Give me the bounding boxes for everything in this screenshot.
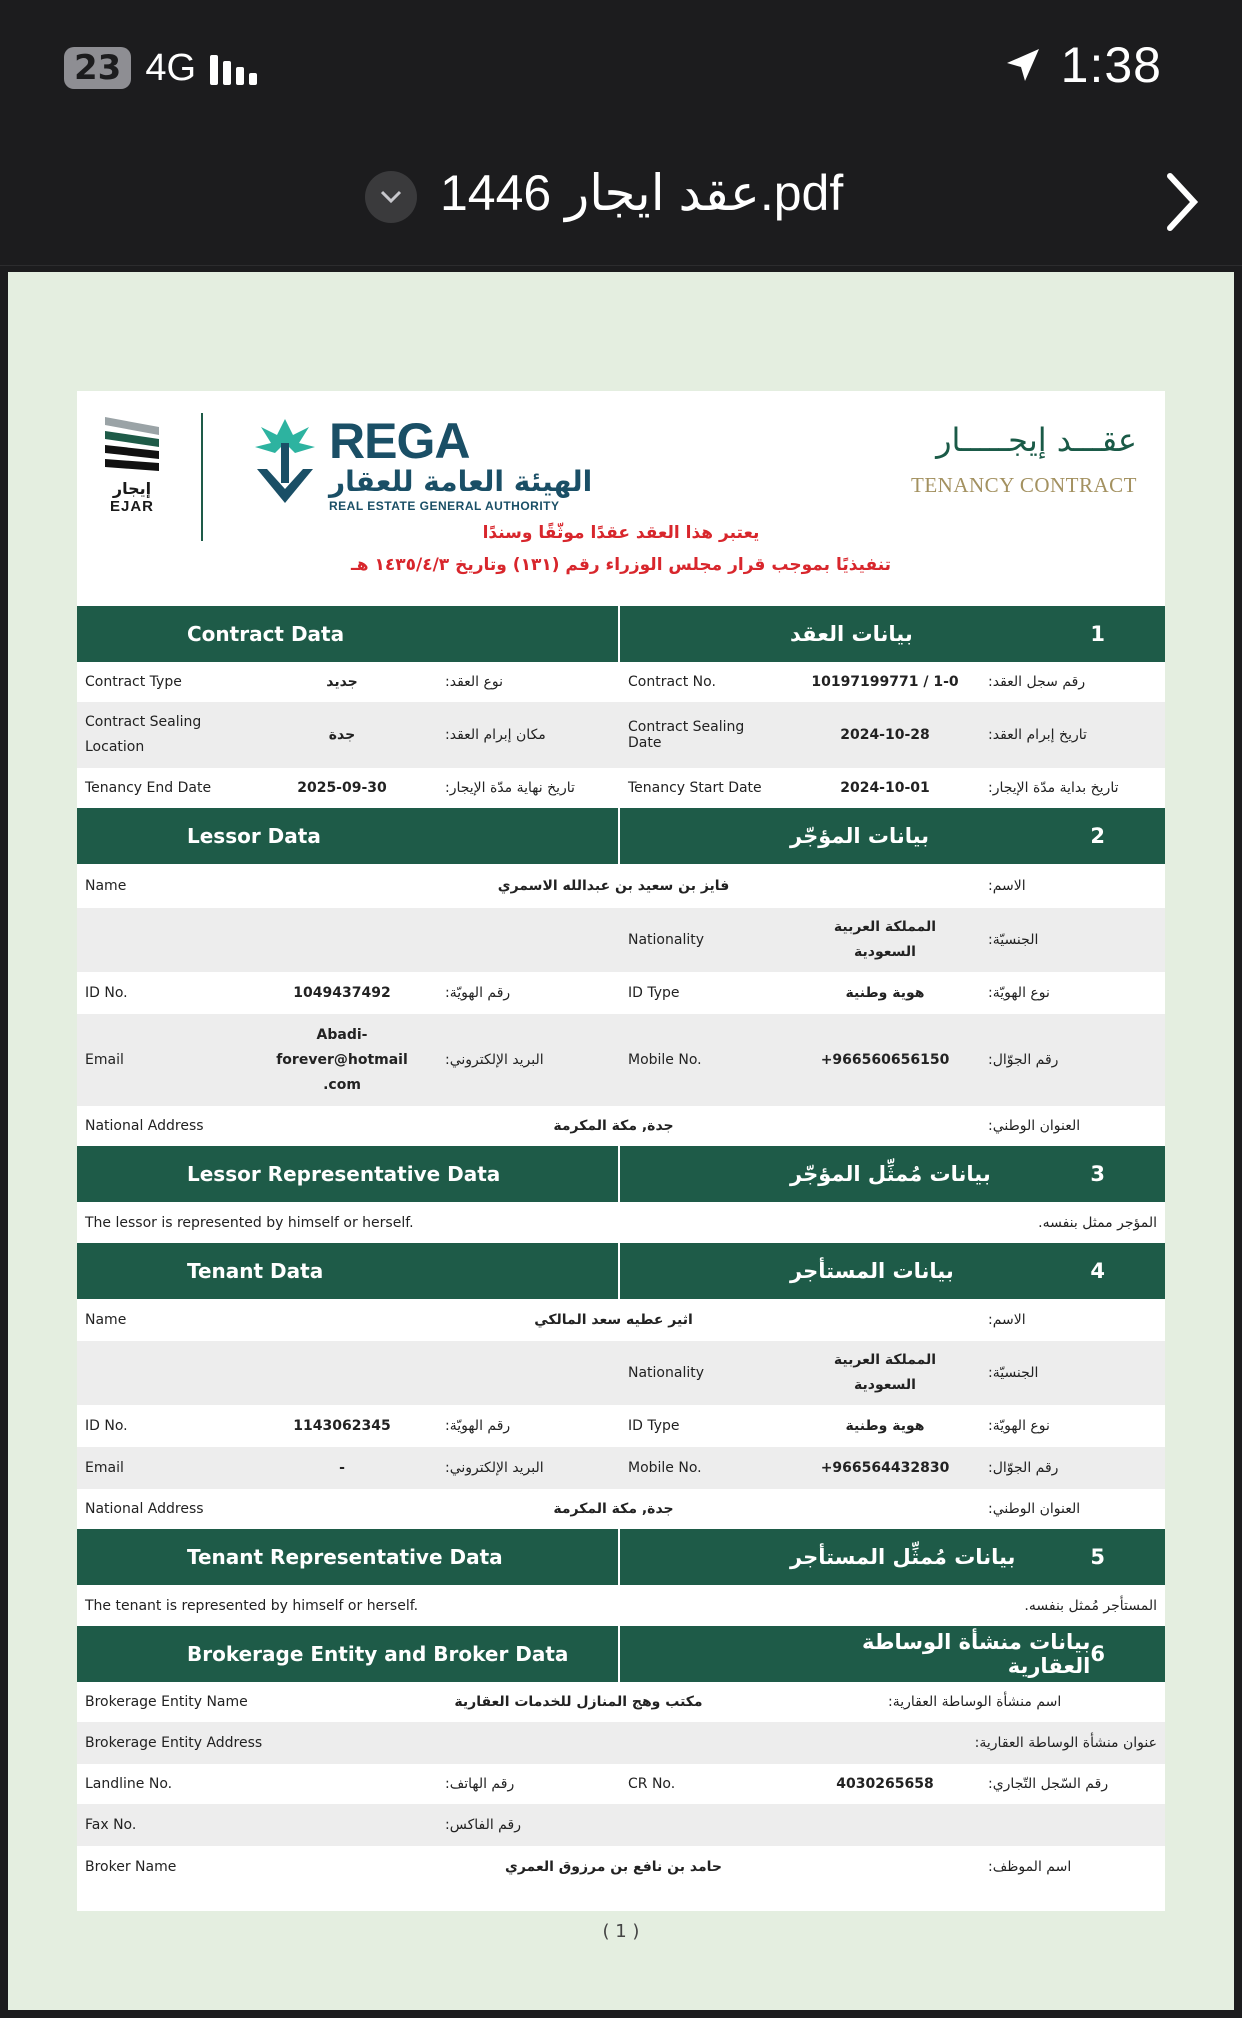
clock: 1:38 (1060, 37, 1162, 93)
field-value (247, 1023, 437, 1098)
field-label-ar: رقم الهويّة: (445, 1418, 511, 1434)
field-label-en: Name (85, 1312, 127, 1328)
section-title-en: Tenant Data (77, 1243, 620, 1299)
field-label-ar: الجنسيّة: (988, 932, 1039, 948)
field-label-en: ID Type (628, 1418, 680, 1434)
field-value: جدة, مكة المكرمة (553, 1118, 674, 1134)
section-header-lessor (77, 808, 1165, 864)
field-label-en: Fax No. (85, 1817, 137, 1833)
field-value-line: المملكة العربية (833, 1352, 937, 1368)
field-label-en: CR No. (628, 1776, 676, 1792)
section-number: 6 (1090, 1642, 1105, 1666)
field-label-ar: رقم السّجل التّجاري: (988, 1776, 1109, 1792)
section-title-ar: بيانات مُمثِّل المؤجّر (790, 1162, 991, 1186)
field-label-ar: المؤجر ممثل بنفسه. (1038, 1214, 1157, 1231)
field-label-en: The tenant is represented by himself or herself. (85, 1597, 419, 1614)
field-value (790, 915, 980, 965)
field-label-ar: تاريخ إبرام العقد: (988, 727, 1087, 743)
document-title: عقد ايجار 1446.pdf (440, 165, 844, 221)
field-label-en: Nationality (628, 932, 705, 948)
field-label-ar: تاريخ بداية مدّة الإيجار: (988, 780, 1119, 796)
field-label-ar: البريد الإلكتروني: (445, 1052, 544, 1068)
table-row (77, 972, 1165, 1014)
section-header-tenant (77, 1243, 1165, 1299)
field-value: +966564432830 (820, 1460, 950, 1476)
field-value (790, 1348, 980, 1398)
legal-note-line2: تنفيذيًا بموجب قرار مجلس الوزراء رقم (١٣١) وتاريخ ١٤٣٥/٤/٣ هـ (350, 555, 892, 575)
table-row (77, 1202, 1165, 1243)
field-value: حامد بن نافع بن مرزوق العمري (505, 1859, 722, 1875)
field-label-en: Contract Sealing Date (628, 719, 745, 751)
legal-note-line1: يعتبر هذا العقد عقدًا موثّقًا وسندًا (482, 523, 760, 543)
location-arrow-icon (1003, 45, 1043, 85)
field-label-ar: نوع العقد: (445, 674, 503, 690)
field-label-en: Brokerage Entity Name (85, 1694, 248, 1710)
rega-logo-sub: REAL ESTATE GENERAL AUTHORITY (329, 499, 560, 513)
field-value: هوية وطنية (845, 1418, 925, 1434)
section-title-en: Lessor Representative Data (77, 1146, 620, 1202)
field-label-ar: رقم الهاتف: (445, 1776, 515, 1792)
field-label-en: Email (85, 1052, 124, 1068)
field-value-line: السعودية (854, 1377, 916, 1393)
rega-logo-icon (249, 415, 321, 507)
field-label-en: ID No. (85, 985, 128, 1001)
notification-count-badge: 23 (64, 47, 131, 89)
field-label-en: ID Type (628, 985, 680, 1001)
logo-divider (201, 413, 203, 541)
network-label: 4G (145, 46, 197, 89)
table-row (77, 1764, 1165, 1804)
table-row (77, 1299, 1165, 1341)
table-row (77, 908, 1165, 972)
field-label-ar: الاسم: (988, 1312, 1026, 1328)
section-title-en: Lessor Data (77, 808, 620, 864)
field-label-en: National Address (85, 1501, 204, 1517)
tenancy-contract-title-ar: عقـــد إيجـــــار (936, 421, 1137, 459)
field-label-en: Broker Name (85, 1859, 177, 1875)
field-label-ar: رقم الفاكس: (445, 1817, 521, 1833)
field-value-line: Abadi- (316, 1026, 368, 1043)
field-label-ar: عنوان منشأة الوساطة العقارية: (974, 1735, 1157, 1751)
section-title-ar: بيانات المؤجّر (790, 824, 930, 848)
section-title-en: Contract Data (77, 606, 620, 662)
section-number: 2 (1090, 824, 1105, 848)
field-value-line: forever@hotmail (276, 1051, 408, 1068)
ejar-logo (101, 413, 171, 515)
field-label-en: Contract Type (85, 674, 182, 690)
chevron-down-icon (379, 189, 403, 205)
table-row (77, 1341, 1165, 1405)
table-row (77, 1014, 1165, 1106)
field-label-ar: اسم الموظف: (988, 1859, 1072, 1875)
field-value: هوية وطنية (845, 985, 925, 1001)
section-number: 3 (1090, 1162, 1105, 1186)
field-label-en: Contract Sealing Location (85, 714, 202, 755)
section-header-broker (77, 1626, 1165, 1682)
title-dropdown-button[interactable] (365, 171, 417, 223)
field-label-en: Tenancy End Date (85, 780, 212, 796)
section-number: 4 (1090, 1259, 1105, 1283)
field-value: اثير عطيه سعد المالكي (534, 1312, 693, 1328)
field-label-en: National Address (85, 1118, 204, 1134)
table-row (77, 864, 1165, 908)
field-value: 4030265658 (836, 1776, 934, 1792)
table-row (77, 1405, 1165, 1447)
page-number: ( 1 ) (602, 1921, 640, 1942)
section-title-ar: بيانات منشأة الوساطة العقارية (862, 1630, 1091, 1678)
field-value: جديد (326, 674, 358, 690)
table-row (77, 1682, 1165, 1722)
field-value: - (339, 1460, 345, 1476)
field-label-ar: نوع الهويّة: (988, 985, 1050, 1001)
field-label-en: Mobile No. (628, 1460, 702, 1476)
pdf-page (77, 391, 1165, 1942)
table-row (77, 768, 1165, 808)
field-label-ar: البريد الإلكتروني: (445, 1460, 544, 1476)
section-number: 1 (1090, 622, 1105, 646)
tenancy-contract-title-en: TENANCY CONTRACT (911, 473, 1137, 497)
chevron-right-icon[interactable] (1162, 170, 1202, 234)
ejar-logo-text-ar: إيجار (112, 479, 152, 498)
section-title-en: Brokerage Entity and Broker Data (77, 1626, 620, 1682)
table-row (77, 702, 1165, 768)
field-value: جدة (328, 727, 356, 743)
ejar-logo-icon (101, 413, 163, 475)
field-label-en: Email (85, 1460, 124, 1476)
status-bar (0, 0, 1242, 140)
field-label-ar: رقم سجل العقد: (988, 674, 1086, 690)
field-label-ar: اسم منشأة الوساطة العقارية: (888, 1694, 1062, 1710)
field-label-en: Landline No. (85, 1776, 173, 1792)
table-row (77, 1585, 1165, 1626)
field-label-ar: رقم الجوّال: (988, 1052, 1059, 1068)
section-title-ar: بيانات المستأجر (790, 1259, 954, 1283)
field-label-ar: رقم الجوّال: (988, 1460, 1059, 1476)
section-number: 5 (1090, 1545, 1105, 1569)
field-value: جدة, مكة المكرمة (553, 1501, 674, 1517)
field-value-line: السعودية (854, 944, 916, 960)
field-label-ar: المستأجر مُمثل بنفسه. (1024, 1597, 1157, 1614)
field-label-en: Mobile No. (628, 1052, 702, 1068)
field-label-en: ID No. (85, 1418, 128, 1434)
field-label-ar: مكان إبرام العقد: (445, 727, 546, 743)
field-value-line: المملكة العربية (833, 919, 937, 935)
field-value: 2025-09-30 (297, 780, 387, 796)
field-label-ar: الاسم: (988, 878, 1026, 894)
section-title-ar: بيانات مُمثِّل المستأجر (790, 1545, 1016, 1569)
table-row (77, 1722, 1165, 1764)
field-label-ar: تاريخ نهاية مدّة الإيجار: (445, 780, 575, 796)
field-value-line: .com (323, 1076, 361, 1093)
pdf-viewer[interactable] (8, 272, 1234, 2010)
section-title-en: Tenant Representative Data (77, 1529, 620, 1585)
field-label-ar: العنوان الوطني: (988, 1501, 1081, 1517)
field-value: مكتب وهج المنازل للخدمات العقارية (454, 1694, 703, 1710)
section-title-ar: بيانات العقد (790, 622, 913, 646)
field-label-en: Brokerage Entity Address (85, 1735, 263, 1751)
title-bar (0, 140, 1242, 266)
field-label-en: Tenancy Start Date (628, 780, 762, 796)
ejar-logo-text-en: EJAR (109, 498, 154, 515)
section-header-contract (77, 606, 1165, 662)
field-label-ar: العنوان الوطني: (988, 1118, 1081, 1134)
field-value: 1049437492 (293, 985, 391, 1001)
signal-icon (210, 51, 257, 85)
rega-logo-en: REGA (329, 413, 470, 469)
table-row (77, 1846, 1165, 1888)
field-value: 10197199771 / 1-0 (811, 674, 959, 690)
field-label-en: Nationality (628, 1365, 705, 1381)
rega-logo-ar: الهيئة العامة للعقار (329, 465, 593, 498)
section-header-tenant-rep (77, 1529, 1165, 1585)
field-label-ar: رقم الهويّة: (445, 985, 511, 1001)
field-value: 2024-10-28 (840, 727, 930, 743)
field-label-en: The lessor is represented by himself or herself. (85, 1214, 414, 1231)
field-label-en: Name (85, 878, 127, 894)
field-label-en: Contract No. (628, 674, 716, 690)
field-value: +966560656150 (820, 1052, 950, 1068)
field-label-ar: نوع الهويّة: (988, 1418, 1050, 1434)
table-row (77, 662, 1165, 702)
section-header-lessor-rep (77, 1146, 1165, 1202)
table-row (77, 1106, 1165, 1146)
rega-logo (329, 413, 593, 513)
table-row (77, 1804, 1165, 1846)
table-row (77, 1489, 1165, 1529)
contract-header (77, 391, 1165, 606)
field-label-ar: الجنسيّة: (988, 1365, 1039, 1381)
field-value: 2024-10-01 (840, 780, 930, 796)
field-value: فايز بن سعيد بن عبدالله الاسمري (497, 878, 730, 894)
field-value: 1143062345 (293, 1418, 391, 1434)
table-row (77, 1447, 1165, 1489)
